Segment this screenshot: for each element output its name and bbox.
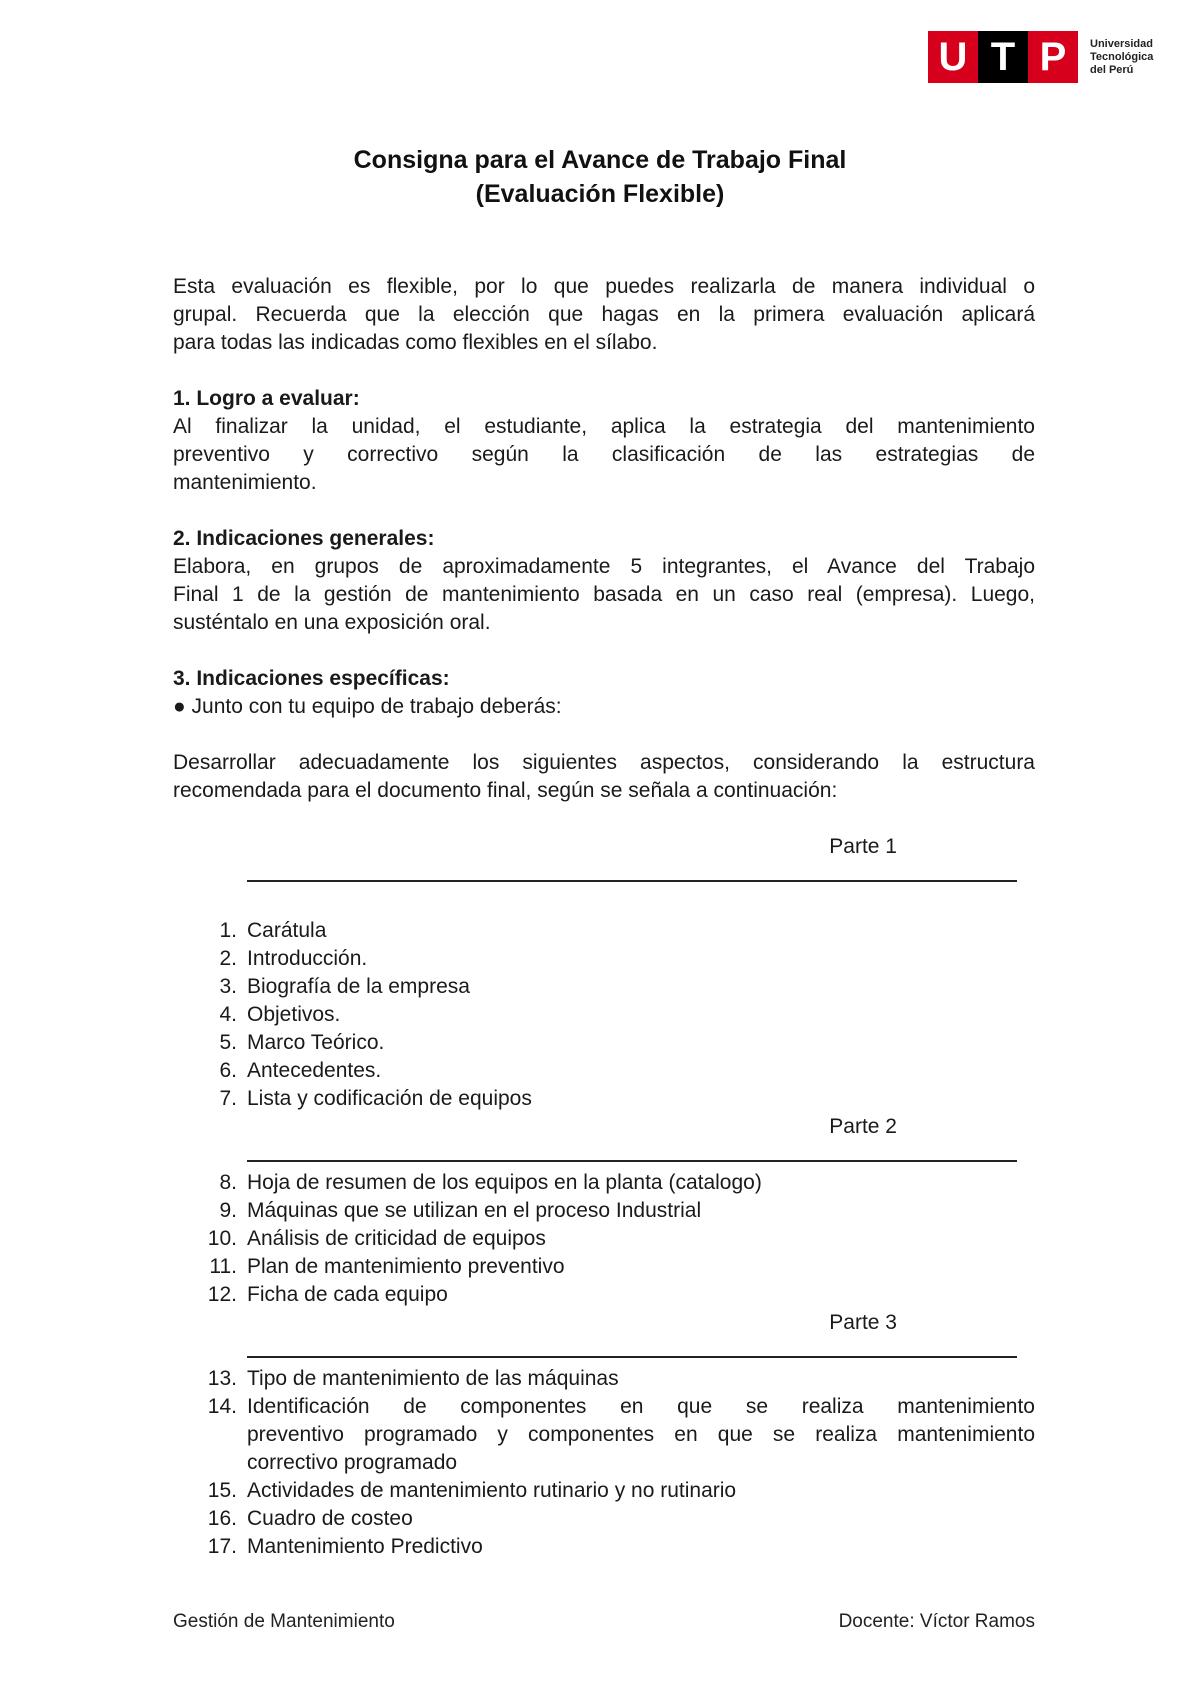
logo-university-name [1090, 38, 1170, 77]
list-item: 11. Plan de mantenimiento preventivo [209, 1255, 565, 1278]
list-item: 13. Tipo de mantenimiento de las máquinas [207, 1367, 619, 1390]
list-item: 8. Hoja de resumen de los equipos en la planta (catalogo) [219, 1171, 762, 1194]
parte-1-divider [247, 861, 1017, 889]
list-item: 7. Lista y codificación de equipos [219, 1087, 532, 1110]
list-item: 9. Máquinas que se utilizan en el proceso Industrial [219, 1199, 702, 1222]
parte-2-list [173, 1169, 1035, 1309]
logo-text-line: Tecnológica [1090, 50, 1154, 63]
item-14-line: preventivo programado y componentes en que se realiza mantenimiento [247, 1423, 1035, 1446]
section-1-line: preventivo y correctivo según la clasificación de las estrategias de [173, 443, 1035, 466]
document-title [0, 143, 1200, 211]
section-1-line: Al finalizar la unidad, el estudiante, aplica la estrategia del mantenimiento [173, 415, 1035, 438]
section-2-line: Final 1 de la gestión de mantenimiento basada en un caso real (empresa). Luego, [173, 583, 1035, 606]
logo-letters [928, 31, 1078, 83]
footer-instructor: Docente: Víctor Ramos [838, 1611, 1035, 1632]
section-3-bullet: ● Junto con tu equipo de trabajo deberás: [173, 695, 562, 718]
section-2-text [173, 553, 1035, 637]
section-3-desc-line: Desarrollar adecuadamente los siguientes aspectos, considerando la estructura [173, 751, 1035, 774]
parte-1-list [173, 917, 1035, 1113]
parte-2-label: Parte 2 [829, 1115, 897, 1138]
intro-paragraph [173, 273, 1035, 357]
parte-3-list [173, 1365, 1035, 1561]
logo-letter-t: T [978, 31, 1028, 83]
section-1-line: mantenimiento. [173, 471, 317, 494]
logo-text-line: del Perú [1090, 63, 1134, 76]
list-item: 2. Introducción. [219, 947, 368, 970]
section-1-heading: 1. Logro a evaluar: [173, 387, 360, 410]
section-1-text [173, 413, 1035, 497]
list-item: 15. Actividades de mantenimiento rutinario y no rutinario [207, 1479, 737, 1502]
list-item: 16. Cuadro de costeo [207, 1507, 413, 1530]
list-item: 10. Análisis de criticidad de equipos [207, 1227, 546, 1250]
document-body [173, 273, 1035, 1561]
list-item: 1. Carátula [219, 919, 327, 942]
section-2-line: Elabora, en grupos de aproximadamente 5 integrantes, el Avance del Trabajo [173, 555, 1035, 578]
list-item: 17. Mantenimiento Predictivo [207, 1535, 483, 1558]
utp-logo [928, 31, 1170, 83]
logo-letter-p: P [1028, 31, 1078, 83]
section-2-line: susténtalo en una exposición oral. [173, 611, 491, 634]
intro-line: grupal. Recuerda que la elección que hagas en la primera evaluación aplicará [173, 303, 1035, 326]
intro-line: Esta evaluación es flexible, por lo que puedes realizarla de manera individual o [173, 275, 1035, 298]
section-2-heading: 2. Indicaciones generales: [173, 527, 435, 550]
parte-3-divider [247, 1337, 1017, 1365]
list-item: 3. Biografía de la empresa [219, 975, 470, 998]
footer-course-name: Gestión de Mantenimiento [173, 1611, 395, 1632]
logo-text-line: Universidad [1090, 37, 1153, 50]
item-14-line: correctivo programado [247, 1451, 458, 1474]
parte-2-divider [247, 1141, 1017, 1169]
parte-3-label: Parte 3 [829, 1311, 897, 1334]
logo-letter-u: U [928, 31, 978, 83]
intro-line: para todas las indicadas como flexibles en el sílabo. [173, 331, 658, 354]
list-item: 14. Identificación de componentes en que se realiza mantenimiento preventivo programado y componentes en que se realiza mantenimiento correctivo programado [173, 1393, 1035, 1477]
title-line-1: Consigna para el Avance de Trabajo Final [353, 146, 847, 174]
section-3-heading: 3. Indicaciones específicas: [173, 667, 450, 690]
page-footer [173, 1611, 1035, 1633]
title-line-2: (Evaluación Flexible) [475, 180, 725, 208]
section-3-desc-line: recomendada para el documento final, según se señala a continuación: [173, 779, 838, 802]
list-item: 5. Marco Teórico. [219, 1031, 385, 1054]
item-14-line: Identificación de componentes en que se realiza mantenimiento [247, 1395, 1035, 1418]
section-3-description [173, 749, 1035, 805]
list-item: 12. Ficha de cada equipo [207, 1283, 448, 1306]
list-item: 4. Objetivos. [219, 1003, 341, 1026]
list-item: 6. Antecedentes. [219, 1059, 382, 1082]
parte-1-label: Parte 1 [829, 835, 897, 858]
